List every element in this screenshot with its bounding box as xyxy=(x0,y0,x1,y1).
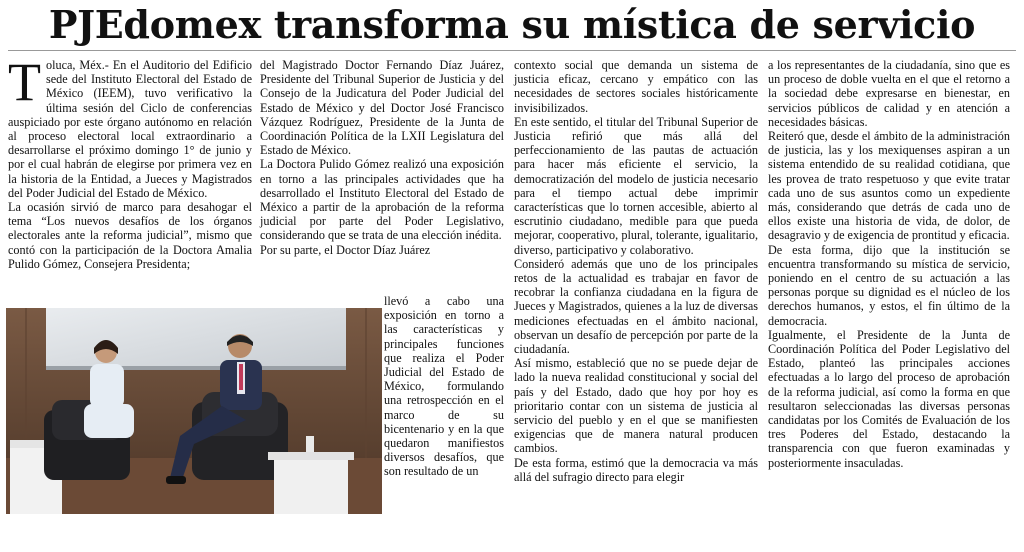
column-4 xyxy=(768,58,1010,470)
column-2-wrap xyxy=(384,294,504,479)
column-2 xyxy=(260,58,504,257)
paragraph: Reiteró que, desde el ámbito de la administración de justicia, las y los mexiquenses aspiran a un sistema entendido de su realidad cotidiana, que les provea de trato respetuoso y que evite tratar cada uno de sus asuntos como un expediente más, considerando que detrás de cada uno de ellos existe una historia de vida, de dolor, de desagravio y de exigencia de prontitud y eficacia. xyxy=(768,129,1010,243)
drop-cap: T xyxy=(8,52,41,112)
paragraph: Igualmente, el Presidente de la Junta de Coordinación Política del Poder Legislativo del Estado, planteó las principales acciones efectuadas a lo largo del proceso de aprobación de la reforma judicial, así como la forma en que resultaron seleccionadas las diversas personas candidatas por los Comités de Evaluación de los tres Poderes del Estado, destacando la transparencia con que fueron examinadas y posteriormente insaculadas. xyxy=(768,327,1010,470)
column-3 xyxy=(514,58,758,484)
paragraph: De esta forma, estimó que la democracia va más allá del sufragio directo para elegir xyxy=(514,455,758,484)
event-photo-illustration xyxy=(6,308,382,514)
paragraph: del Magistrado Doctor Fernando Díaz Juárez, Presidente del Tribunal Superior de Justicia y del Consejo de la Judicatura del Poder Judicial del Estado de México y del Doctor José Francisco Vázquez Rodríguez, Presidente de la Junta de Coordinación Política de la LXII Legislatura del Estado de México. xyxy=(260,58,504,158)
event-photo xyxy=(6,308,382,514)
paragraph: llevó a cabo una exposición en torno a las características y principales funciones que realiza el Poder Judicial del Estado de México, formulando una retrospección en el marco de su bicentenario y en la que quedaron manifiestos diversos desafíos, que son resultado de un xyxy=(384,294,504,479)
headline-rule xyxy=(8,50,1016,51)
paragraph: oluca, Méx.- En el Auditorio del Edificio sede del Instituto Electoral del Estado de México (IEEM), tuvo verificativo la última sesión del Ciclo de conferencias auspiciado por este órgano autónomo en relación al proceso electoral local extraordinario a desarrollarse el próximo domingo 1° de junio y por el cual habrán de elegirse por primera vez en la historia de la Entidad, a Jueces y Magistrados del Poder Judicial del Estado de México. xyxy=(8,58,252,200)
headline: PJEdomex transforma su mística de servicio xyxy=(48,2,976,47)
paragraph: Consideró además que uno de los principales retos de la actualidad es trabajar en favor de recobrar la confianza ciudadana en la figura de Jueces y Magistrados, quienes a la luz de diversas mediciones efectuadas en el ámbito nacional, observan un desafío de percepción por parte de la ciudadanía. xyxy=(514,256,758,357)
column-1 xyxy=(8,52,252,271)
paragraph: La Doctora Pulido Gómez realizó una exposición en torno a las principales actividades que ha desarrollado el Instituto Electoral del Estado de México a partir de la aprobación de la reforma judicial por parte del Poder Legislativo, considerando que se trata de una elección inédita. xyxy=(260,157,504,243)
paragraph: a los representantes de la ciudadanía, sino que es un proceso de doble vuelta en el que el retorno a la sociedad debe expresarse en bienestar, en servicios públicos de calidad y en atención a necesidades básicas. xyxy=(768,58,1010,129)
paragraph: Por su parte, el Doctor Díaz Juárez xyxy=(260,242,431,257)
paragraph: De esta forma, dijo que la institución se encuentra transformando su mística de servicio, poniendo en el centro de su actuación a las personas porque su dignidad es el núcleo de los derechos humanos, y estos, el fin último de la democracia. xyxy=(768,242,1010,328)
paragraph: contexto social que demanda un sistema de justicia eficaz, cercano y empático con las necesidades de sectores sociales históricamente invisibilizados. xyxy=(514,58,758,115)
paragraph: En este sentido, el titular del Tribunal Superior de Justicia refirió que más allá del perfeccionamiento de las pautas de actuación para hacer más eficiente el servicio, la democratización del modelo de justicia necesario para el tiempo actual debe imprimir características que lo tornen accesible, abierto al escrutinio ciudadano, medible para que pueda mejorar, cooperativo, plural, tolerante, igualitario, diverso, participativo y colaborativo. xyxy=(514,114,758,257)
paragraph: La ocasión sirvió de marco para desahogar el tema “Los nuevos desafíos de los órganos electorales ante la reforma judicial”, mismo que contó con la participación de la Doctora Amalia Pulido Gómez, Consejera Presidenta; xyxy=(8,200,252,271)
paragraph: Así mismo, estableció que no se puede dejar de lado la nueva realidad constitucional y social del país y del Estado, dado que hoy por hoy es prioritario contar con un sistema de justicia al servicio del pueblo y en el que se manifiesten exigencias que de manera natural producen cambios. xyxy=(514,356,758,456)
